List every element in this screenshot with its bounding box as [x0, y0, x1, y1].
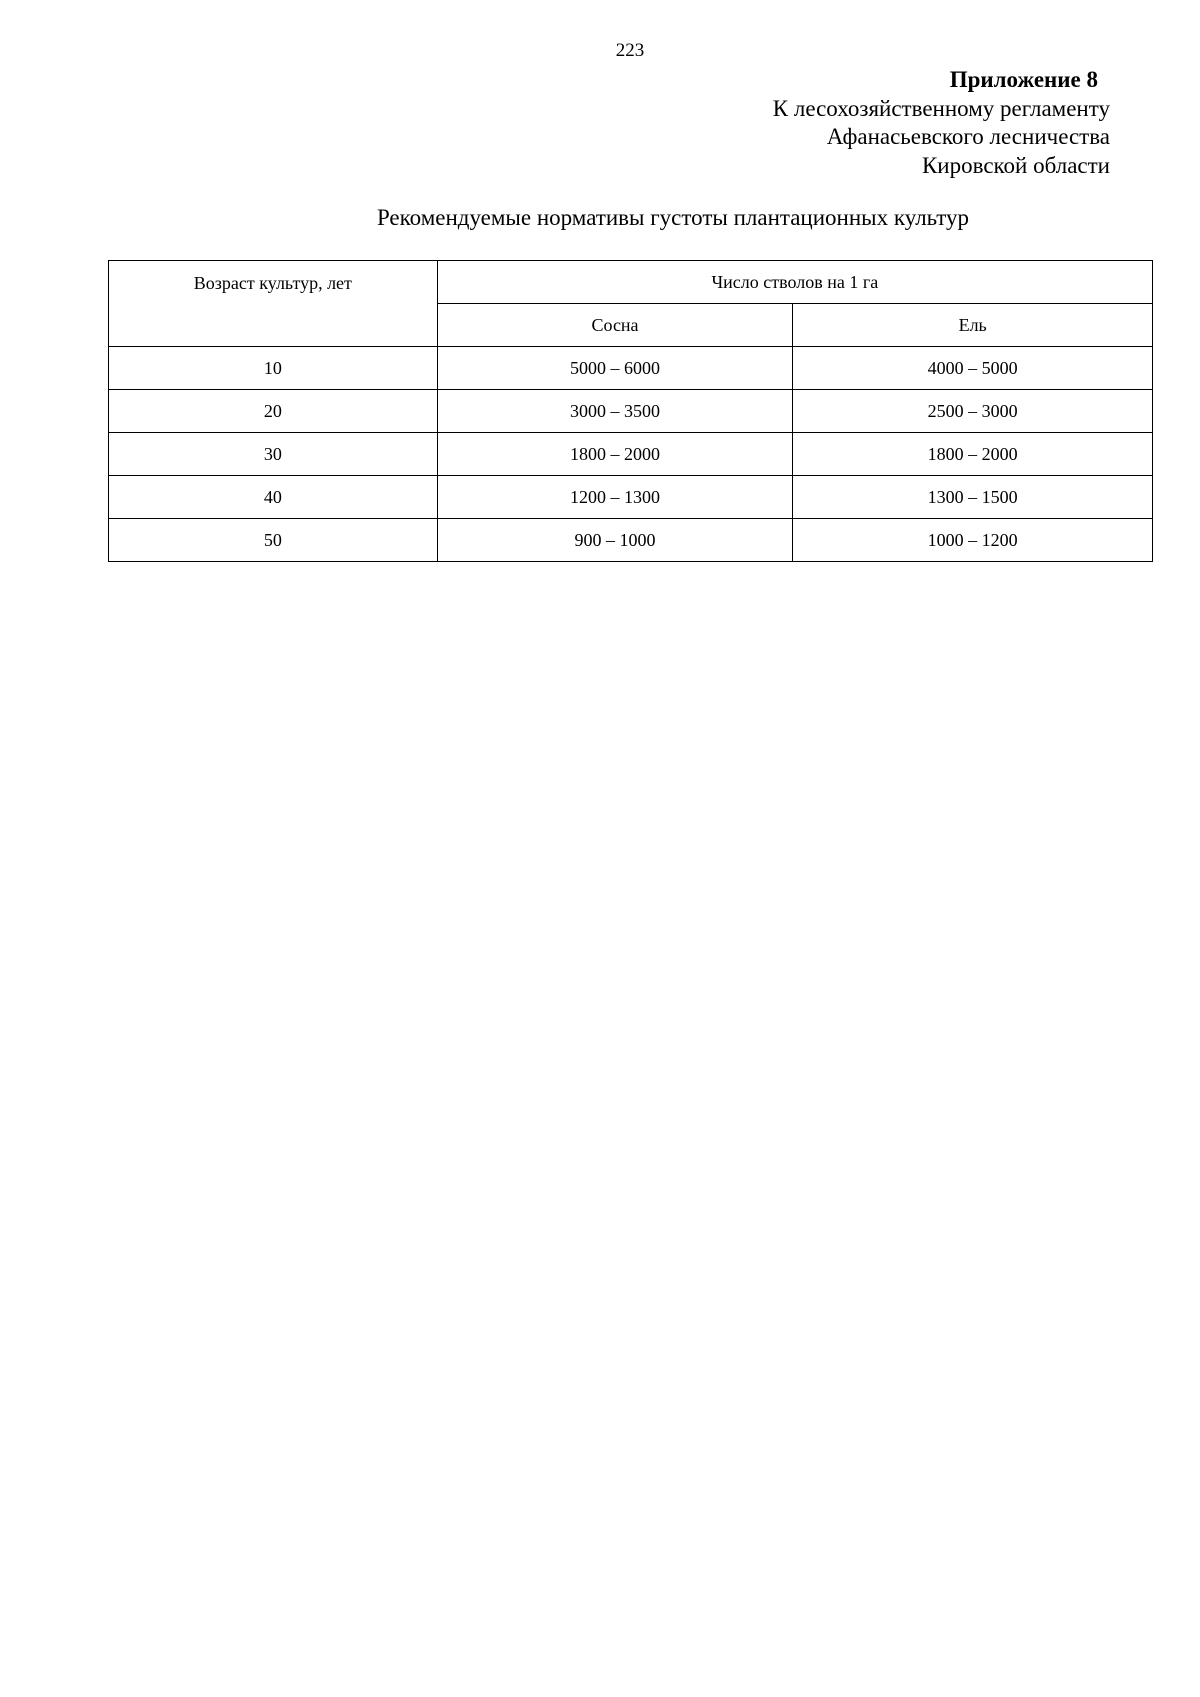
pine-cell: 3000 – 3500	[437, 390, 793, 433]
appendix-title: Приложение 8	[949, 67, 1098, 92]
stems-per-hectare-header: Число стволов на 1 га	[437, 261, 1152, 304]
age-cell: 50	[109, 519, 438, 562]
age-cell: 10	[109, 347, 438, 390]
table-row	[109, 347, 1153, 390]
pine-cell: 1800 – 2000	[437, 433, 793, 476]
appendix-line-2: Афанасьевского лесничества	[826, 124, 1110, 149]
spruce-cell: 2500 – 3000	[793, 390, 1153, 433]
page-number: 223	[615, 40, 645, 61]
table-row	[109, 519, 1153, 562]
table-row	[109, 476, 1153, 519]
pine-cell: 1200 – 1300	[437, 476, 793, 519]
spruce-column-header: Ель	[793, 304, 1153, 347]
age-cell: 20	[109, 390, 438, 433]
age-column-header: Возраст культур, лет	[109, 261, 438, 347]
table-row	[109, 433, 1153, 476]
pine-column-header: Сосна	[437, 304, 793, 347]
appendix-line-1: К лесохозяйственному регламенту	[772, 95, 1110, 121]
spruce-cell: 4000 – 5000	[793, 347, 1153, 390]
appendix-block	[773, 66, 1110, 180]
pine-cell: 900 – 1000	[437, 519, 793, 562]
age-cell: 30	[109, 433, 438, 476]
density-norms-table	[108, 260, 1153, 562]
appendix-line-3: Кировской области	[921, 152, 1110, 178]
document-title: Рекомендуемые нормативы густоты плантационных культур	[376, 205, 970, 230]
table-row	[109, 390, 1153, 433]
pine-cell: 5000 – 6000	[437, 347, 793, 390]
spruce-cell: 1300 – 1500	[793, 476, 1153, 519]
spruce-cell: 1800 – 2000	[793, 433, 1153, 476]
spruce-cell: 1000 – 1200	[793, 519, 1153, 562]
table-header-row	[109, 261, 1153, 304]
age-cell: 40	[109, 476, 438, 519]
